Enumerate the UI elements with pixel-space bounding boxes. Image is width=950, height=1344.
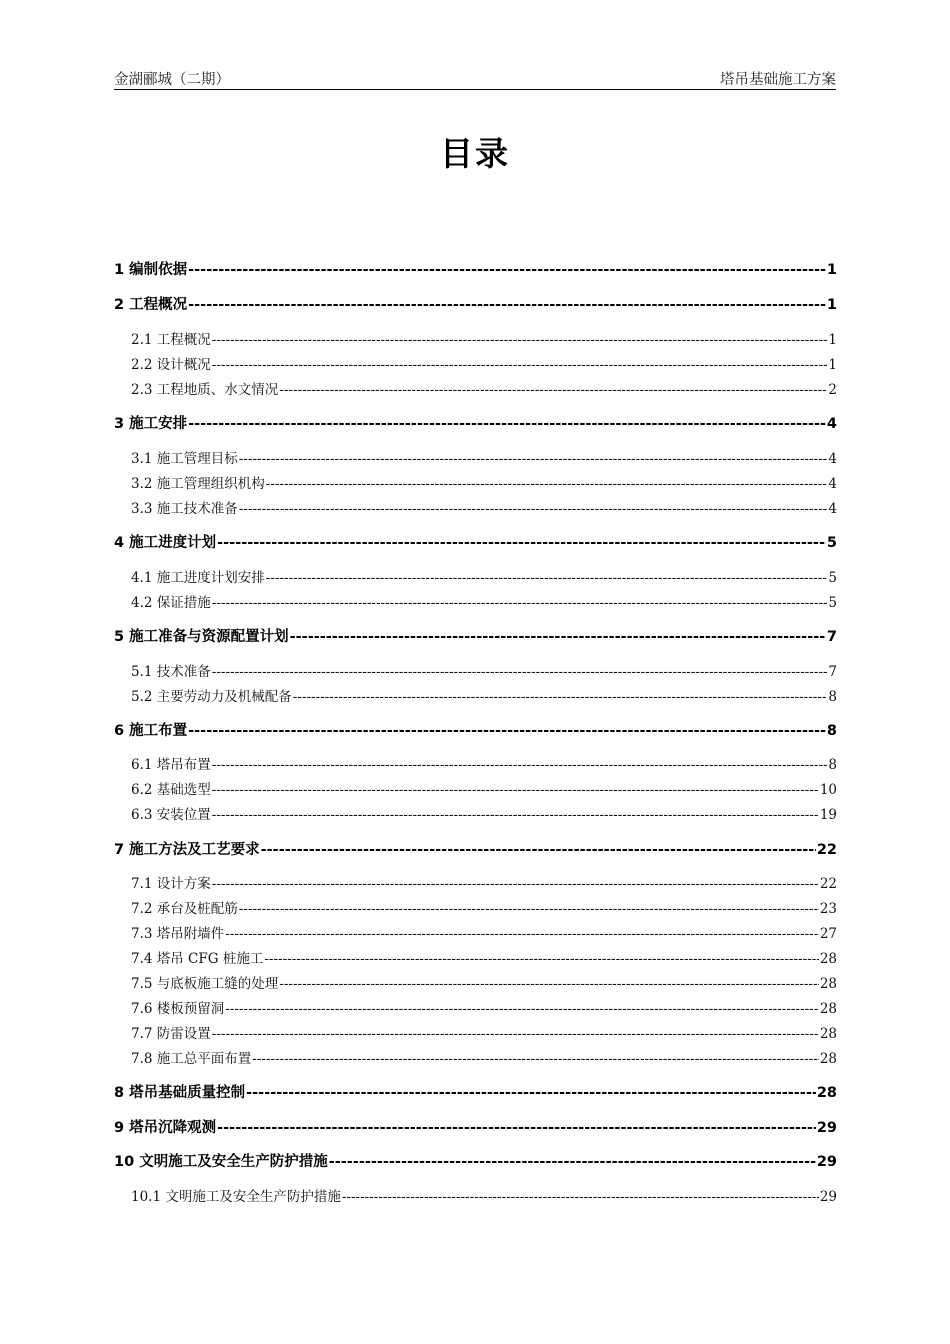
toc-entry-label: 2.1 工程概况 xyxy=(131,332,211,348)
toc-entry-label: 10.1 文明施工及安全生产防护措施 xyxy=(131,1189,341,1205)
toc-entry[interactable] xyxy=(131,1047,837,1071)
toc-entry[interactable] xyxy=(131,972,837,996)
toc-entry[interactable] xyxy=(131,1022,837,1046)
toc-entry-label: 2 工程概况 xyxy=(114,297,188,313)
toc-dot-leader xyxy=(212,595,828,611)
toc-entry-page-number: 28 xyxy=(819,951,837,967)
toc-entry-label: 7.1 设计方案 xyxy=(131,876,211,892)
toc-dot-leader xyxy=(217,1120,816,1136)
toc-entry-label: 10 文明施工及安全生产防护措施 xyxy=(114,1154,328,1170)
toc-dot-leader xyxy=(212,757,828,773)
toc-dot-leader xyxy=(264,951,818,967)
toc-entry-page-number: 4 xyxy=(828,501,837,517)
toc-dot-leader xyxy=(279,976,819,992)
toc-entry-label: 6.1 塔吊布置 xyxy=(131,757,211,773)
toc-entry-label: 8 塔吊基础质量控制 xyxy=(114,1085,246,1101)
toc-entry-page-number: 10 xyxy=(819,782,837,798)
toc-entry[interactable] xyxy=(131,497,837,521)
toc-dot-leader xyxy=(329,1154,816,1170)
toc-entry-label: 7.2 承台及桩配筋 xyxy=(131,901,238,917)
toc-entry-page-number: 7 xyxy=(828,664,837,680)
toc-dot-leader xyxy=(261,842,816,858)
toc-entry-page-number: 1 xyxy=(826,262,837,278)
toc-entry-label: 3 施工安排 xyxy=(114,416,188,432)
page-title: 目录 xyxy=(440,134,510,173)
toc-entry-page-number: 28 xyxy=(819,1001,837,1017)
toc-entry-label: 4.1 施工进度计划安排 xyxy=(131,570,265,586)
toc-entry[interactable] xyxy=(131,685,837,709)
toc-dot-leader xyxy=(212,332,828,348)
toc-dot-leader xyxy=(212,357,828,373)
toc-entry-label: 7.4 塔吊 CFG 桩施工 xyxy=(131,951,264,967)
toc-entry-label: 5 施工准备与资源配置计划 xyxy=(114,629,289,645)
toc-entry[interactable] xyxy=(131,897,837,921)
toc-entry-page-number: 8 xyxy=(826,723,837,739)
toc-entry-label: 7.7 防雷设置 xyxy=(131,1026,211,1042)
toc-entry-page-number: 4 xyxy=(826,416,837,432)
toc-entry-page-number: 2 xyxy=(828,382,837,398)
toc-dot-leader xyxy=(212,807,819,823)
toc-dot-leader xyxy=(342,1189,819,1205)
toc-entry-page-number: 5 xyxy=(826,535,837,551)
toc-entry[interactable] xyxy=(114,293,837,317)
toc-entry-label: 6.2 基础选型 xyxy=(131,782,211,798)
toc-dot-leader xyxy=(279,382,827,398)
toc-entry-label: 7.5 与底板施工缝的处理 xyxy=(131,976,279,992)
toc-entry-page-number: 4 xyxy=(828,451,837,467)
toc-entry[interactable] xyxy=(131,353,837,377)
toc-entry-page-number: 22 xyxy=(816,842,837,858)
toc-entry-page-number: 7 xyxy=(826,629,837,645)
toc-entry[interactable] xyxy=(114,719,837,743)
toc-entry-page-number: 28 xyxy=(819,1051,837,1067)
toc-entry-page-number: 1 xyxy=(826,297,837,313)
toc-entry-page-number: 5 xyxy=(828,595,837,611)
toc-dot-leader xyxy=(212,782,819,798)
toc-dot-leader xyxy=(266,476,828,492)
toc-entry-label: 1 编制依据 xyxy=(114,262,188,278)
toc-entry-label: 4 施工进度计划 xyxy=(114,535,217,551)
toc-entry[interactable] xyxy=(131,378,837,402)
toc-entry-page-number: 8 xyxy=(828,689,837,705)
toc-entry[interactable] xyxy=(114,1150,837,1174)
toc-dot-leader xyxy=(290,629,826,645)
toc-entry-label: 7.3 塔吊附墙件 xyxy=(131,926,225,942)
toc-entry-page-number: 29 xyxy=(816,1120,837,1136)
toc-entry-page-number: 27 xyxy=(819,926,837,942)
toc-entry-page-number: 5 xyxy=(828,570,837,586)
toc-entry[interactable] xyxy=(131,947,837,971)
toc-dot-leader xyxy=(212,664,828,680)
toc-entry[interactable] xyxy=(114,838,837,862)
toc-dot-leader xyxy=(212,876,819,892)
toc-dot-leader xyxy=(293,689,828,705)
header-project-name: 金湖郦城（二期） xyxy=(114,72,230,88)
toc-entry-label: 3.1 施工管理目标 xyxy=(131,451,238,467)
toc-entry[interactable] xyxy=(131,872,837,896)
header-document-title: 塔吊基础施工方案 xyxy=(720,72,836,88)
toc-entry-page-number: 28 xyxy=(819,976,837,992)
toc-entry-label: 7.6 楼板预留洞 xyxy=(131,1001,225,1017)
toc-entry[interactable] xyxy=(131,753,837,777)
toc-dot-leader xyxy=(225,1001,819,1017)
toc-entry[interactable] xyxy=(131,1185,837,1209)
toc-entry-label: 4.2 保证措施 xyxy=(131,595,211,611)
toc-entry-page-number: 28 xyxy=(819,1026,837,1042)
toc-dot-leader xyxy=(239,501,828,517)
toc-entry[interactable] xyxy=(131,997,837,1021)
toc-entry[interactable] xyxy=(131,472,837,496)
toc-entry-label: 5.2 主要劳动力及机械配备 xyxy=(131,689,292,705)
toc-dot-leader xyxy=(188,416,826,432)
toc-entry[interactable] xyxy=(114,625,837,649)
toc-entry-page-number: 28 xyxy=(816,1085,837,1101)
toc-dot-leader xyxy=(188,297,826,313)
toc-entry-label: 3.2 施工管理组织机构 xyxy=(131,476,265,492)
toc-entry-label: 9 塔吊沉降观测 xyxy=(114,1120,217,1136)
toc-entry-label: 6 施工布置 xyxy=(114,723,188,739)
toc-entry[interactable] xyxy=(131,660,837,684)
toc-entry-page-number: 29 xyxy=(819,1189,837,1205)
toc-entry[interactable] xyxy=(114,531,837,555)
toc-entry[interactable] xyxy=(131,328,837,352)
toc-dot-leader xyxy=(217,535,826,551)
toc-entry-label: 7 施工方法及工艺要求 xyxy=(114,842,260,858)
toc-entry-page-number: 4 xyxy=(828,476,837,492)
toc-entry[interactable] xyxy=(114,1081,837,1105)
toc-entry[interactable] xyxy=(131,447,837,471)
toc-dot-leader xyxy=(266,570,828,586)
toc-entry[interactable] xyxy=(131,922,837,946)
toc-entry-label: 6.3 安装位置 xyxy=(131,807,211,823)
toc-entry-page-number: 22 xyxy=(819,876,837,892)
toc-dot-leader xyxy=(225,926,819,942)
toc-entry[interactable] xyxy=(131,803,837,827)
toc-dot-leader xyxy=(188,723,826,739)
toc-entry-label: 7.8 施工总平面布置 xyxy=(131,1051,252,1067)
toc-entry-page-number: 29 xyxy=(816,1154,837,1170)
toc-entry[interactable] xyxy=(114,412,837,436)
toc-entry-label: 2.2 设计概况 xyxy=(131,357,211,373)
toc-entry-page-number: 1 xyxy=(828,332,837,348)
toc-entry[interactable] xyxy=(114,258,837,282)
toc-entry-page-number: 1 xyxy=(828,357,837,373)
toc-dot-leader xyxy=(188,262,826,278)
toc-entry-page-number: 19 xyxy=(819,807,837,823)
toc-entry-label: 3.3 施工技术准备 xyxy=(131,501,238,517)
toc-dot-leader xyxy=(212,1026,819,1042)
toc-entry[interactable] xyxy=(114,1116,837,1140)
toc-entry-label: 2.3 工程地质、水文情况 xyxy=(131,382,279,398)
toc-dot-leader xyxy=(252,1051,819,1067)
toc-dot-leader xyxy=(239,901,819,917)
toc-entry[interactable] xyxy=(131,566,837,590)
toc-dot-leader xyxy=(246,1085,816,1101)
toc-entry-page-number: 23 xyxy=(819,901,837,917)
toc-entry-page-number: 8 xyxy=(828,757,837,773)
toc-dot-leader xyxy=(239,451,828,467)
toc-entry[interactable] xyxy=(131,778,837,802)
toc-entry-label: 5.1 技术准备 xyxy=(131,664,211,680)
toc-entry[interactable] xyxy=(131,591,837,615)
